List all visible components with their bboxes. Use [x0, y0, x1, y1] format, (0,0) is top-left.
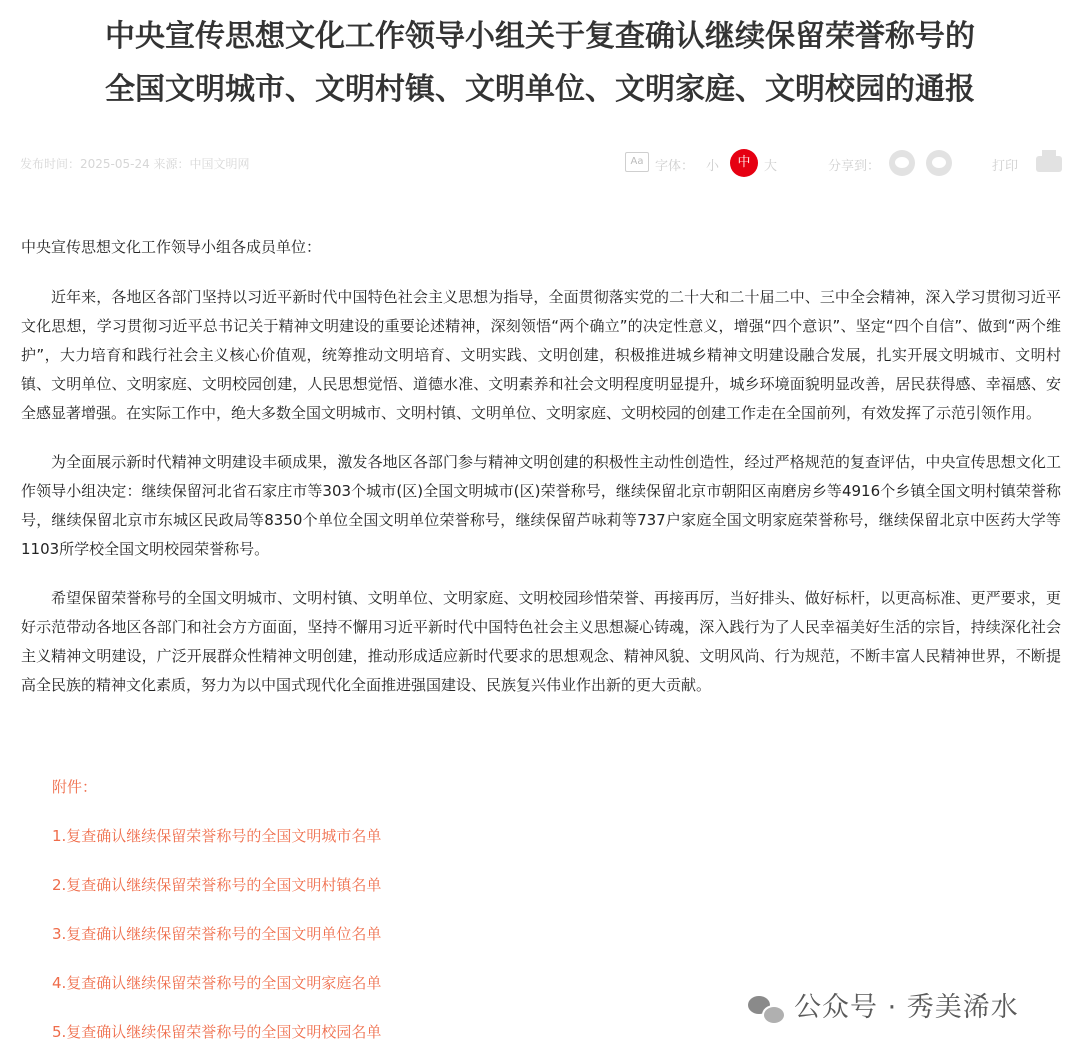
font-large-button[interactable]: 大	[764, 159, 778, 174]
share-label: 分享到：	[828, 159, 881, 174]
title-line-1: 中央宣传思想文化工作领导小组关于复查确认继续保留荣誉称号的	[105, 19, 975, 54]
attachment-link-campuses[interactable]: 5.复查确认继续保留荣誉称号的全国文明校园名单	[52, 1023, 382, 1041]
article-body	[21, 233, 1061, 700]
weibo-share-icon[interactable]	[926, 150, 952, 176]
wechat-logo-icon	[746, 994, 786, 1024]
paragraph-2: 为全面展示新时代精神文明建设丰硕成果，激发各地区各部门参与精神文明创建的积极性主动性创造性，经过严格规范的复查评估，中央宣传思想文化工作领导小组决定：继续保留河北省石家庄市等303个城市(区)全国文明城市(区)荣誉称号，继续保留北京市朝阳区南磨房乡等4916个乡镇全国文明村镇荣誉称号，继续保留北京市东城区民政局等8350个单位全国文明单位荣誉称号，继续保留芦咏莉等737户家庭全国文明家庭荣誉称号，继续保留北京中医药大学等1103所学校全国文明校园荣誉称号。	[21, 453, 1061, 558]
font-size-icon: Aa	[625, 152, 649, 172]
attachment-link-families[interactable]: 4.复查确认继续保留荣誉称号的全国文明家庭名单	[52, 974, 382, 992]
attachment-link-units[interactable]: 3.复查确认继续保留荣誉称号的全国文明单位名单	[52, 925, 382, 943]
attachments	[52, 774, 381, 1045]
meta-toolbar	[0, 145, 1080, 185]
title-line-2: 全国文明城市、文明村镇、文明单位、文明家庭、文明校园的通报	[105, 72, 975, 107]
paragraph-1: 近年来，各地区各部门坚持以习近平新时代中国特色社会主义思想为指导，全面贯彻落实党的二十大和二十届二中、三中全会精神，深入学习贯彻习近平文化思想，学习贯彻习近平总书记关于精神文明建设的重要论述精神，深刻领悟“两个确立”的决定性意义，增强“四个意识”、坚定“四个自信”、做到“两个维护”，大力培育和践行社会主义核心价值观，统筹推动文明培育、文明实践、文明创建，积极推进城乡精神文明建设融合发展，扎实开展文明城市、文明村镇、文明单位、文明家庭、文明校园创建，人民思想觉悟、道德水准、文明素养和社会文明程度明显提升，城乡环境面貌明显改善，居民获得感、幸福感、安全感显著增强。在实际工作中，绝大多数全国文明城市、文明村镇、文明单位、文明家庭、文明校园的创建工作走在全国前列，有效发挥了示范引领作用。	[21, 288, 1061, 422]
publish-info: 发布时间：2025-05-24 来源：中国文明网	[20, 157, 250, 171]
font-medium-button[interactable]: 中	[730, 149, 758, 177]
article-title	[0, 10, 1080, 116]
font-size-label: 字体：	[655, 159, 695, 174]
attachment-link-villages[interactable]: 2.复查确认继续保留荣誉称号的全国文明村镇名单	[52, 876, 382, 894]
salutation: 中央宣传思想文化工作领导小组各成员单位：	[21, 238, 322, 256]
print-icon[interactable]	[1036, 156, 1062, 172]
paragraph-3: 希望保留荣誉称号的全国文明城市、文明村镇、文明单位、文明家庭、文明校园珍惜荣誉、再接再厉，当好排头、做好标杆，以更高标准、更严要求，更好示范带动各地区各部门和社会方方面面，坚持不懈用习近平新时代中国特色社会主义思想凝心铸魂，深入践行为了人民幸福美好生活的宗旨，持续深化社会主义精神文明建设，广泛开展群众性精神文明创建，推动形成适应新时代要求的思想观念、精神风貌、文明风尚、行为规范，不断丰富人民精神世界，不断提高全民族的精神文化素质，努力为以中国式现代化全面推进强国建设、民族复兴伟业作出新的更大贡献。	[21, 589, 1061, 694]
attachment-link-cities[interactable]: 1.复查确认继续保留荣誉称号的全国文明城市名单	[52, 827, 382, 845]
font-small-button[interactable]: 小	[706, 159, 720, 174]
wechat-share-icon[interactable]	[889, 150, 915, 176]
print-button[interactable]: 打印	[992, 159, 1019, 174]
watermark-text: 公众号 · 秀美浠水	[794, 992, 1019, 1023]
attachments-label: 附件：	[52, 778, 98, 796]
